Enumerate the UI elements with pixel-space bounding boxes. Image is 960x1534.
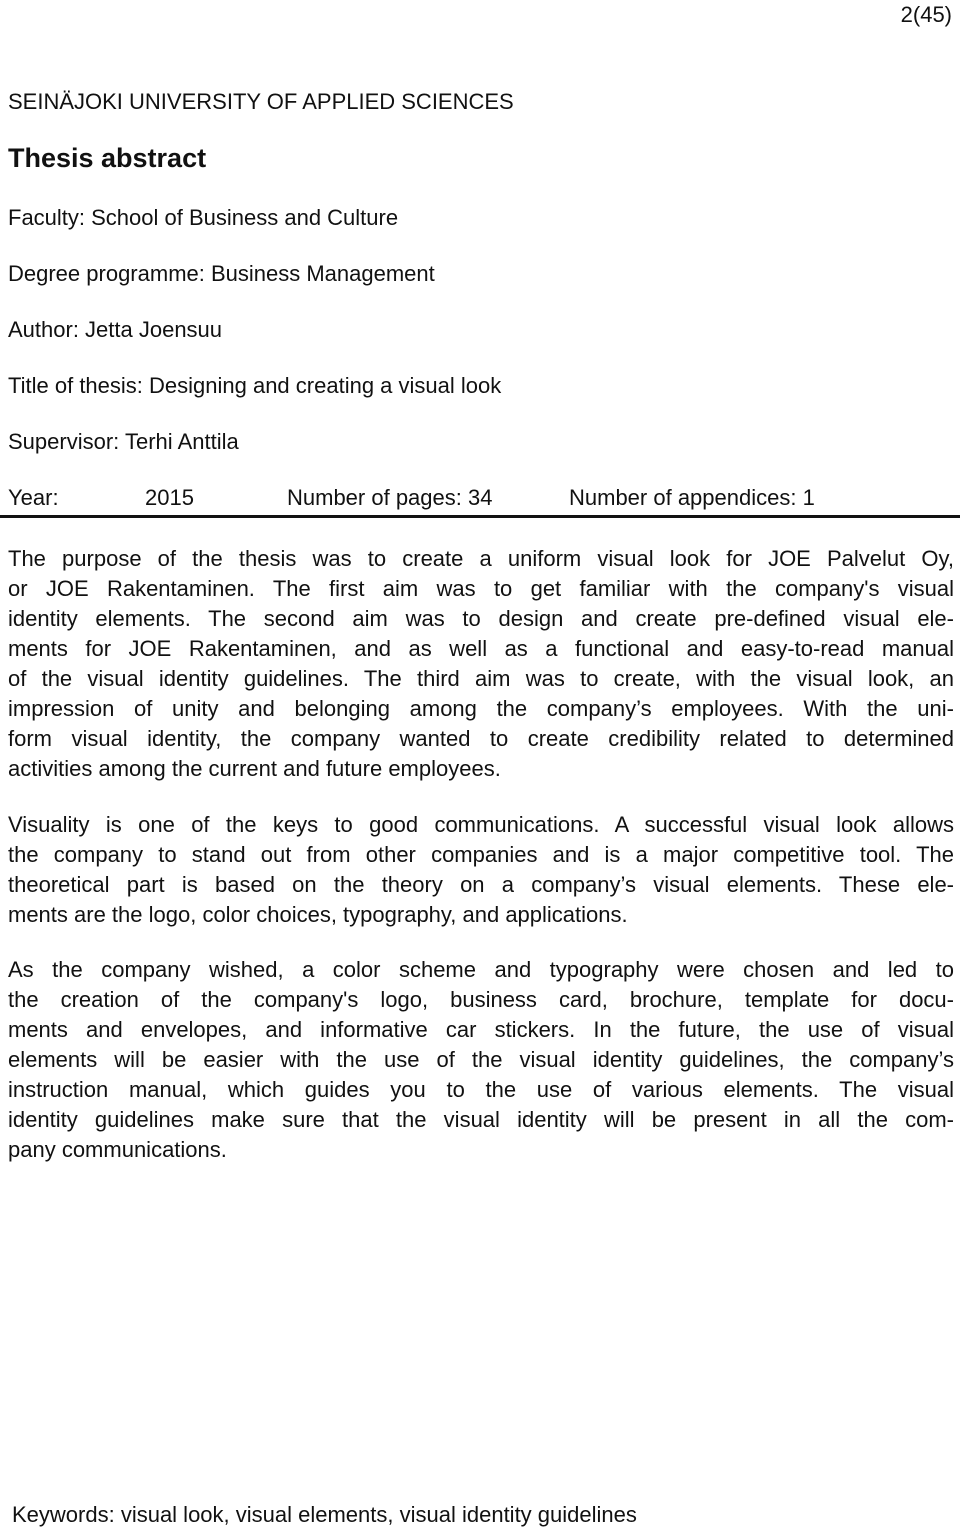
text-line: activities among the current and future employees. [8,756,501,781]
text-line: instruction manual, which guides you to the use of various elements. The visual [8,1077,954,1102]
abstract-paragraph-1 [8,544,954,784]
abstract-paragraph-3 [8,955,954,1165]
text-line: Visuality is one of the keys to good communications. A successful visual look allows [8,812,954,837]
thesis-title-line: Title of thesis: Designing and creating a visual look [8,373,502,398]
page-title: Thesis abstract [8,143,207,173]
text-line: ments for JOE Rakentaminen, and as well as a functional and easy-to-read manual [8,636,954,661]
text-line: of the visual identity guidelines. The third aim was to create, with the visual look, an [8,666,954,691]
text-line: ments and envelopes, and informative car stickers. In the future, the use of visual [8,1017,954,1042]
text-line: the creation of the company's logo, business card, brochure, template for docu- [8,987,954,1012]
text-line: pany communications. [8,1137,227,1162]
text-line: or JOE Rakentaminen. The first aim was to get familiar with the company's visual [8,576,954,601]
abstract-paragraph-2 [8,810,954,930]
text-line: ments are the logo, color choices, typography, and applications. [8,902,628,927]
text-line: identity guidelines make sure that the visual identity will be present in all the com- [8,1107,954,1132]
page-number: 2(45) [900,2,952,27]
text-line: As the company wished, a color scheme and typography were chosen and led to [8,957,954,982]
text-line: elements will be easier with the use of the visual identity guidelines, the company’s [8,1047,954,1072]
text-line: identity elements. The second aim was to design and create pre-defined visual ele- [8,606,954,631]
keywords-line: Keywords: visual look, visual elements, visual identity guidelines [12,1502,637,1527]
section-divider [0,515,960,518]
text-line: the company to stand out from other companies and is a major competitive tool. The [8,842,954,867]
text-line: form visual identity, the company wanted to create credibility related to determined [8,726,954,751]
text-line: theoretical part is based on the theory on a company’s visual elements. These ele- [8,872,954,897]
supervisor-line: Supervisor: Terhi Anttila [8,429,239,454]
text-line: impression of unity and belonging among the company’s employees. With the uni- [8,696,954,721]
author-line: Author: Jetta Joensuu [8,317,223,342]
faculty-line: Faculty: School of Business and Culture [8,205,399,230]
text-line: The purpose of the thesis was to create a uniform visual look for JOE Palvelut Oy, [8,546,954,571]
degree-programme-line: Degree programme: Business Management [8,261,435,286]
appendices-count: Number of appendices: 1 [569,485,815,510]
year-value: 2015 [145,485,194,510]
university-name: SEINÄJOKI UNIVERSITY OF APPLIED SCIENCES [8,89,514,114]
pages-count: Number of pages: 34 [287,485,493,510]
year-label: Year: [8,485,59,510]
